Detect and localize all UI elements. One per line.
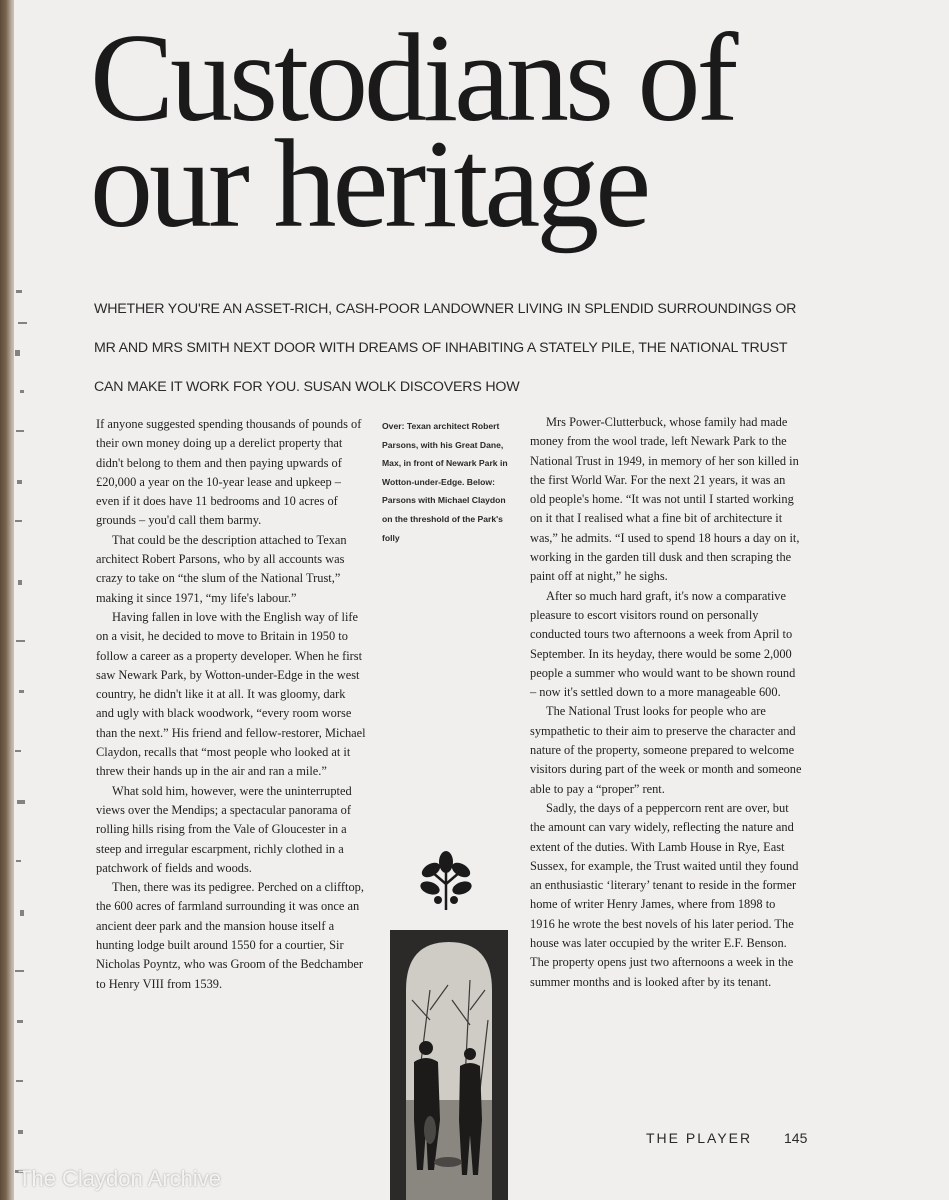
magazine-page (14, 0, 949, 1200)
body-column-left (96, 415, 366, 994)
paragraph: Sadly, the days of a peppercorn rent are over, but the amount can vary widely, reflecting the nature and extent of the duties. With Lamb House in Rye, East Sussex, for example, the Trust waited until they found an enthusiastic ‘literary’ tenant to reside in the former home of writer Henry James, where from 1898 to 1916 he wrote the best novels of his later period. The house was later occupied by the writer E.F. Benson. The property opens just two afternoons a week in the summer months and is looked after by its tenant. (530, 800, 799, 989)
body-column-right (530, 413, 802, 992)
page-number: 145 (784, 1130, 808, 1146)
headline-line-1: Custodians of (90, 9, 735, 148)
paragraph: If anyone suggested spending thousands of pounds of their own money doing up a derelict property that didn't belong to them and then paying upwards of £20,000 a year on the 10-year lease and upkeep – even if it does have 11 bedrooms and 10 acres of grounds – you'd call them barmy. (96, 417, 362, 528)
headline (90, 9, 735, 254)
paragraph: Mrs Power-Clutterbuck, whose family had made money from the wool trade, left Newark Park to the National Trust in 1949, in memory of her son killed in the first World War. For the next 21 years, it was an old people's home. “It was not until I started working on it that I realised what a fine bit of architecture it was,” he admits. “I used to spend 18 hours a day on it, working in the garden till dusk and then scraping the paint off at night,” he sighs. (530, 415, 800, 584)
oak-leaf-icon (418, 850, 474, 912)
photo-caption: Over: Texan architect Robert Parsons, with his Great Dane, Max, in front of Newark Park in Wotton-under-Edge. Below: Parsons with Michael Claydon on the threshold of the Park's folly (382, 421, 508, 543)
watermark: The Claydon Archive (18, 1166, 221, 1191)
paragraph: Having fallen in love with the English way of life on a visit, he decided to move to Britain in 1950 to follow a career as a property developer. When he first saw Newark Park, by Wotton-under-Edge in the west country, he didn't like it at all. It was gloomy, dark and ugly with black woodwork, “every room worse than the next.” His friend and fellow-restorer, Michael Claydon, recalls that “most people who looked at it threw their hands up in the air and ran a mile.” (96, 609, 366, 779)
paragraph: Then, there was its pedigree. Perched on a clifftop, the 600 acres of farmland surrounding it was once an ancient deer park and the mansion house itself a hunting lodge built around 1550 for a courtier, Sir Nicholas Poyntz, who was Groom of the Bedchamber to Henry VIII from 1539. (96, 880, 364, 991)
photo-illustration (390, 930, 508, 1200)
paragraph: What sold him, however, were the uninterrupted views over the Mendips; a spectacular panorama of rolling hills rising from the Vale of Gloucester in a steep and irregular escarpment, richly clothed in a patchwork of fields and woods. (96, 783, 352, 875)
torn-edge-texture (14, 280, 54, 1200)
standfirst: WHETHER YOU'RE AN ASSET-RICH, CASH-POOR LANDOWNER LIVING IN SPLENDID SURROUNDINGS OR MR AND MRS SMITH NEXT DOOR WITH DREAMS OF INHABITING A STATELY PILE, THE NATIONAL TRUST CAN MAKE IT WORK FOR YOU. SUSAN WOLK DISCOVERS HOW (94, 301, 797, 395)
two-men-garden-photo (390, 930, 508, 1200)
paragraph: That could be the description attached to Texan architect Robert Parsons, who by all accounts was crazy to take on “the slum of the National Trust,” making it since 1971, “my life's labour.” (96, 532, 347, 605)
paragraph: The National Trust looks for people who are sympathetic to their aim to preserve the character and nature of the property, someone prepared to welcome visitors during part of the week or month and someone able to pay a “proper” rent. (530, 704, 802, 796)
publication-name: THE PLAYER (646, 1130, 753, 1146)
headline-line-2: our heritage (90, 115, 648, 254)
paragraph: After so much hard graft, it's now a comparative pleasure to escort visitors round on personally conducted tours two afternoons a week from April to September. In its heyday, there would be some 2,000 people a summer who would want to be shown round – now it's settled down to a more manageable 600. (530, 588, 796, 700)
